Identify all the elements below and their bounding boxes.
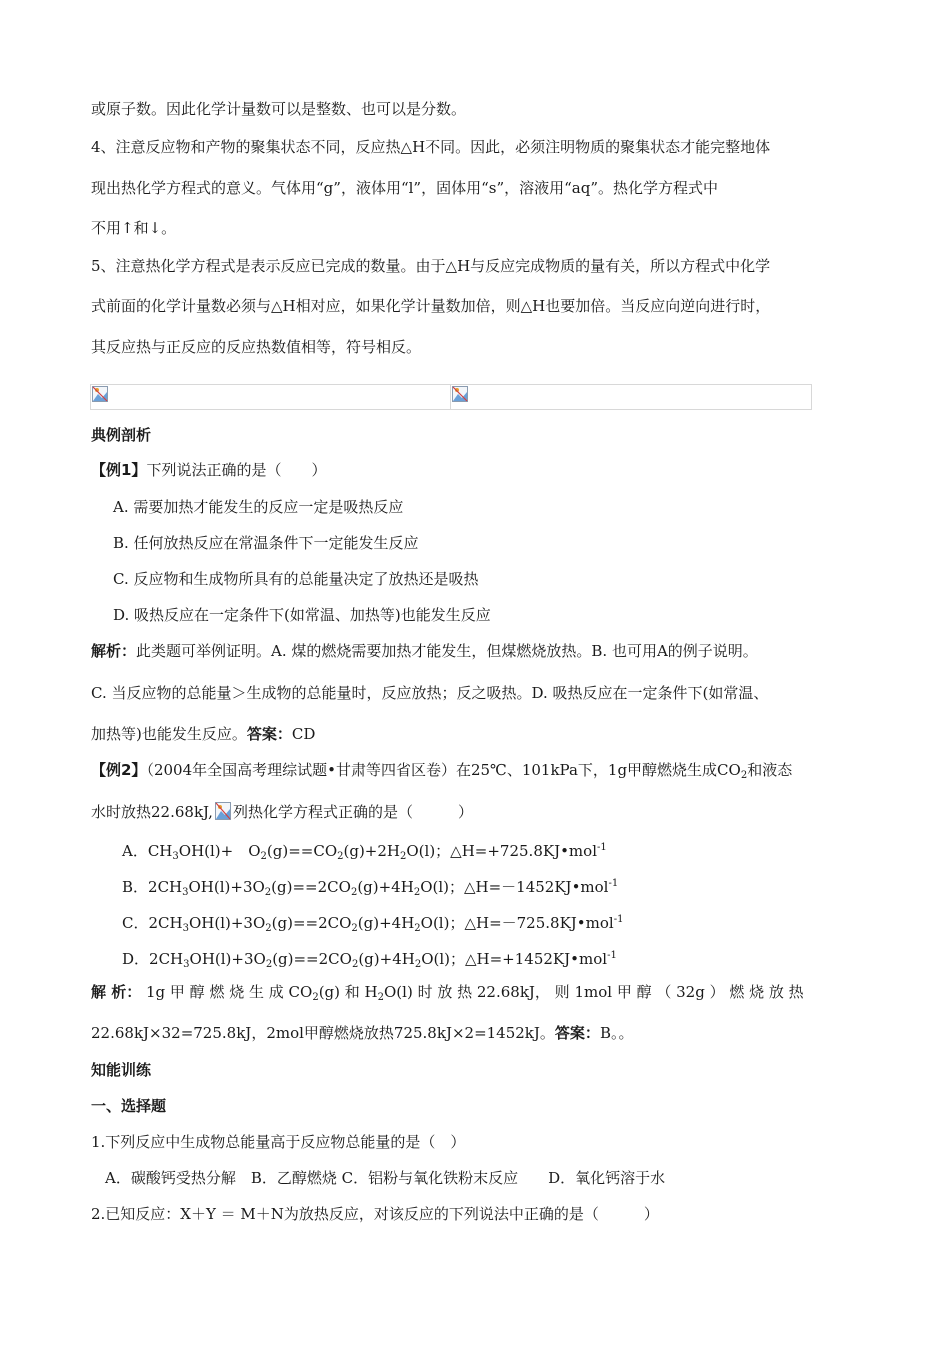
option-d: D. 吸热反应在一定条件下(如常温、加热等)也能发生反应 — [113, 606, 491, 624]
analysis-text: (g) 和 H — [318, 983, 378, 1001]
example-tag: 【例1】 — [91, 461, 147, 479]
analysis-text: O(l) 时 放 热 22.68kJ， 则 1mol 甲 醇 （ 32g ） 燃 烧 放 热 — [384, 983, 804, 1001]
superscript: -1 — [607, 950, 617, 961]
subscript: 3 — [182, 923, 189, 934]
analysis-text: 22.68kJ×32=725.8kJ，2mol甲醇燃烧放热725.8kJ×2=1452kJ。 — [91, 1024, 555, 1042]
answer-label: 答案： — [554, 1024, 600, 1042]
option-text: (g)+4H — [357, 878, 414, 896]
option-text: (g)==2CO — [272, 950, 352, 968]
paragraph-line: 式前面的化学计量数必须与△H相对应，如果化学计量数加倍，则△H也要加倍。当反应向逆向进行时， — [91, 297, 771, 315]
option-b — [122, 874, 618, 903]
subscript: 2 — [413, 887, 421, 898]
option-text: O(l)；△H=－725.8KJ•mol — [420, 914, 614, 932]
analysis-line — [91, 724, 315, 744]
option-text: (g)==2CO — [271, 878, 351, 896]
analysis-line — [91, 641, 758, 661]
subscript: 2 — [351, 923, 358, 934]
subscript: 3 — [183, 959, 190, 970]
example-stem: 列热化学方程式正确的是（ ） — [232, 803, 473, 821]
example-2-stem — [91, 760, 792, 786]
subscript: 3 — [172, 851, 179, 862]
subscript: 2 — [740, 770, 748, 781]
option-text: (g)==2CO — [271, 914, 352, 932]
superscript: -1 — [597, 842, 607, 853]
analysis-text: 加热等)也能发生反应。 — [91, 725, 247, 743]
option-text: OH(l)+3O — [189, 950, 266, 968]
option-text: OH(l)+3O — [188, 914, 266, 932]
example-1-stem — [91, 460, 326, 480]
analysis-label: 解析： — [91, 642, 137, 660]
section-heading: 一、选择题 — [91, 1097, 167, 1115]
option-a — [122, 838, 607, 867]
option-a: A. 需要加热才能发生的反应一定是吸热反应 — [113, 498, 404, 516]
option-text: OH(l)+ O — [178, 842, 261, 860]
option-text: (g)+2H — [343, 842, 400, 860]
paragraph-line: 或原子数。因此化学计量数可以是整数、也可以是分数。 — [91, 100, 467, 118]
image-cell — [451, 385, 810, 409]
subscript: 2 — [265, 959, 273, 970]
option-text: B．2CH — [122, 878, 183, 896]
subscript: 3 — [182, 887, 189, 898]
example-stem: 水时放热22.68kJ, — [91, 803, 213, 821]
example-stem: （2004年全国高考理综试题•甘肃等四省区卷）在25℃、101kPa下，1g甲醇燃烧生成CO — [146, 761, 741, 779]
option-b: B. 任何放热反应在常温条件下一定能发生反应 — [113, 534, 419, 552]
paragraph-line: 现出热化学方程式的意义。气体用“g”，液体用“l”，固体用“s”，溶液用“aq”。热化学方程式中 — [91, 179, 718, 197]
section-heading: 典例剖析 — [91, 426, 152, 444]
section-heading: 知能训练 — [91, 1061, 152, 1079]
broken-image-icon — [452, 386, 468, 402]
answer-value: B。。 — [599, 1024, 634, 1042]
subscript: 2 — [337, 851, 344, 862]
subscript: 2 — [264, 887, 272, 898]
subscript: 2 — [351, 959, 359, 970]
option-text: C．2CH — [122, 914, 183, 932]
subscript: 2 — [414, 923, 421, 934]
broken-image-icon — [215, 802, 231, 820]
analysis-line — [91, 1023, 633, 1043]
image-row — [90, 384, 812, 410]
subscript: 2 — [400, 851, 407, 862]
answer-value: CD — [291, 725, 316, 743]
example-2-stem — [91, 802, 473, 822]
question-stem: 2.已知反应：X＋Y ＝ M＋N为放热反应，对该反应的下列说法中正确的是（ ） — [91, 1205, 659, 1223]
analysis-label: 解 析： — [91, 983, 142, 1001]
paragraph-line: 不用↑和↓。 — [91, 219, 177, 237]
option-text: O(l)；△H=－1452KJ•mol — [420, 878, 609, 896]
analysis-line: C. 当反应物的总能量＞生成物的总能量时，反应放热；反之吸热。D. 吸热反应在一定条件下(如常温、 — [91, 684, 769, 702]
subscript: 2 — [260, 851, 267, 862]
superscript: -1 — [613, 914, 624, 925]
subscript: 2 — [265, 923, 272, 934]
paragraph-line: 4、注意反应物和产物的聚集状态不同，反应热△H不同。因此，必须注明物质的聚集状态才能完整地体 — [91, 138, 771, 156]
option-text: (g)==CO — [266, 842, 338, 860]
option-text: O(l)；△H=+1452KJ•mol — [421, 950, 608, 968]
example-stem: 下列说法正确的是（ ） — [146, 461, 327, 479]
option-text: (g)+4H — [357, 914, 415, 932]
analysis-text: 1g 甲 醇 燃 烧 生 成 CO — [141, 983, 313, 1001]
image-cell — [91, 385, 451, 409]
option-text: O(l)；△H=+725.8KJ•mol — [406, 842, 597, 860]
option-text: A．CH — [122, 842, 173, 860]
subscript: 2 — [350, 887, 358, 898]
question-stem: 1.下列反应中生成物总能量高于反应物总能量的是（ ） — [91, 1133, 466, 1151]
subscript: 2 — [377, 992, 384, 1003]
question-options: A．碳酸钙受热分解 B．乙醇燃烧 C．铝粉与氧化铁粉末反应 D．氧化钙溶于水 — [105, 1169, 666, 1187]
subscript: 2 — [414, 959, 422, 970]
paragraph-line: 5、注意热化学方程式是表示反应已完成的数量。由于△H与反应完成物质的量有关，所以方程式中化学 — [91, 257, 771, 275]
option-d — [122, 946, 617, 975]
superscript: -1 — [608, 878, 619, 889]
option-c — [122, 910, 623, 939]
paragraph-line: 其反应热与正反应的反应热数值相等，符号相反。 — [91, 338, 422, 356]
option-text: (g)+4H — [358, 950, 415, 968]
broken-image-icon — [92, 386, 108, 402]
analysis-text: 此类题可举例证明。A. 煤的燃烧需要加热才能发生，但煤燃烧放热。B. 也可用A的例子说明。 — [136, 642, 758, 660]
example-tag: 【例2】 — [91, 761, 147, 779]
example-stem-tail: 和液态 — [747, 761, 793, 779]
option-text: D．2CH — [122, 950, 184, 968]
option-text: OH(l)+3O — [188, 878, 265, 896]
subscript: 2 — [312, 992, 319, 1003]
answer-label: 答案： — [246, 725, 292, 743]
analysis-line — [91, 982, 804, 1008]
option-c: C. 反应物和生成物所具有的总能量决定了放热还是吸热 — [113, 570, 479, 588]
